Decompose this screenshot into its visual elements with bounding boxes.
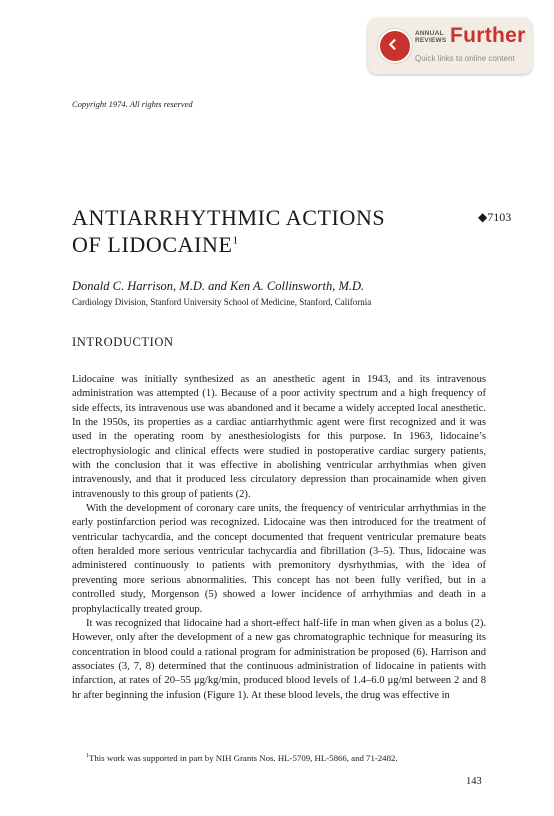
further-badge[interactable] [368, 18, 532, 74]
article-code: ◆7103 [478, 210, 512, 224]
paragraph: Lidocaine was initially synthesized as an anesthetic agent in 1943, and its intravenous administration was attempted (1). Because of a poor activity spectrum and a high frequency of side effects, its intravenous use was abandoned and it became a widely accepted local anesthetic. In the 1950s, its properties as a cardiac antiarrhythmic agent were first recognized and it was used in the operating room by anesthesiologists for this purpose. In 1963, lidocaine’s electrophysiologic and clinical effects were studied in postoperative cardiac surgery patients, with the conclusion that it was effective in abolishing ventricular arrhythmias when given intravenously, and that it produced less circulatory depression than procainamide when given intravenously to this group of patients (2). [72, 374, 486, 500]
title-footnote-mark: 1 [232, 234, 239, 247]
footnote-mark: 1 [86, 753, 89, 760]
copyright-notice: Copyright 1974. All rights reserved [72, 99, 193, 109]
play-arrow-icon [378, 29, 412, 63]
further-label: Further [450, 24, 526, 47]
page-number: 143 [466, 776, 482, 787]
further-subtitle: Quick links to online content [415, 54, 515, 63]
article-title [72, 204, 452, 258]
paragraph: It was recognized that lidocaine had a short-effect half-life in man when given as a bolus (2). However, only after the development of a new gas chromatographic technique for measuring its concentration in blood could a rational program for administration be proposed (6). Harrison and associates (3, 7, 8) determined that the continuous administration of lidocaine in patients with infarction, at rates of 20–55 μg/kg/min, produced blood levels of 1.4–6.0 μg/ml between 2 and 8 hr after beginning the infusion (Figure 1). At these blood levels, the drug was effective in [72, 617, 486, 701]
footnote-text: This work was supported in part by NIH Grants Nos. HL-5709, HL-5866, and 71-2482. [89, 753, 398, 763]
affiliation: Cardiology Division, Stanford University School of Medicine, Stanford, California [72, 297, 372, 307]
authors: Donald C. Harrison, M.D. and Ken A. Collinsworth, M.D. [72, 279, 365, 293]
title-line-2: OF LIDOCAINE [72, 232, 233, 257]
annual-reviews-logo [415, 30, 446, 44]
title-line-1: ANTIARRHYTHMIC ACTIONS [72, 205, 386, 230]
footnote [72, 753, 486, 763]
paragraph: With the development of coronary care units, the frequency of ventricular arrhythmias in the early postinfarction period was recognized. Lidocaine was then introduced for the treatment of ventricular tachycardia, and the concept documented that frequent ventricular premature beats often heralded more serious ventricular tachycardia and fibrillation (3–5). Thus, lidocaine was administered continuously to patients with premonitory dysrhythmias, with the idea of preventing more serious abnormalities. This concept has not been fully verified, but in a controlled study, Morgenson (5) showed a lower incidence of arrhythmias and death in a prophylactically treated group. [72, 503, 486, 615]
section-heading: INTRODUCTION [72, 335, 174, 349]
logo-annual: ANNUAL [415, 30, 444, 37]
body-text [72, 373, 486, 703]
logo-reviews: REVIEWS [415, 37, 447, 44]
